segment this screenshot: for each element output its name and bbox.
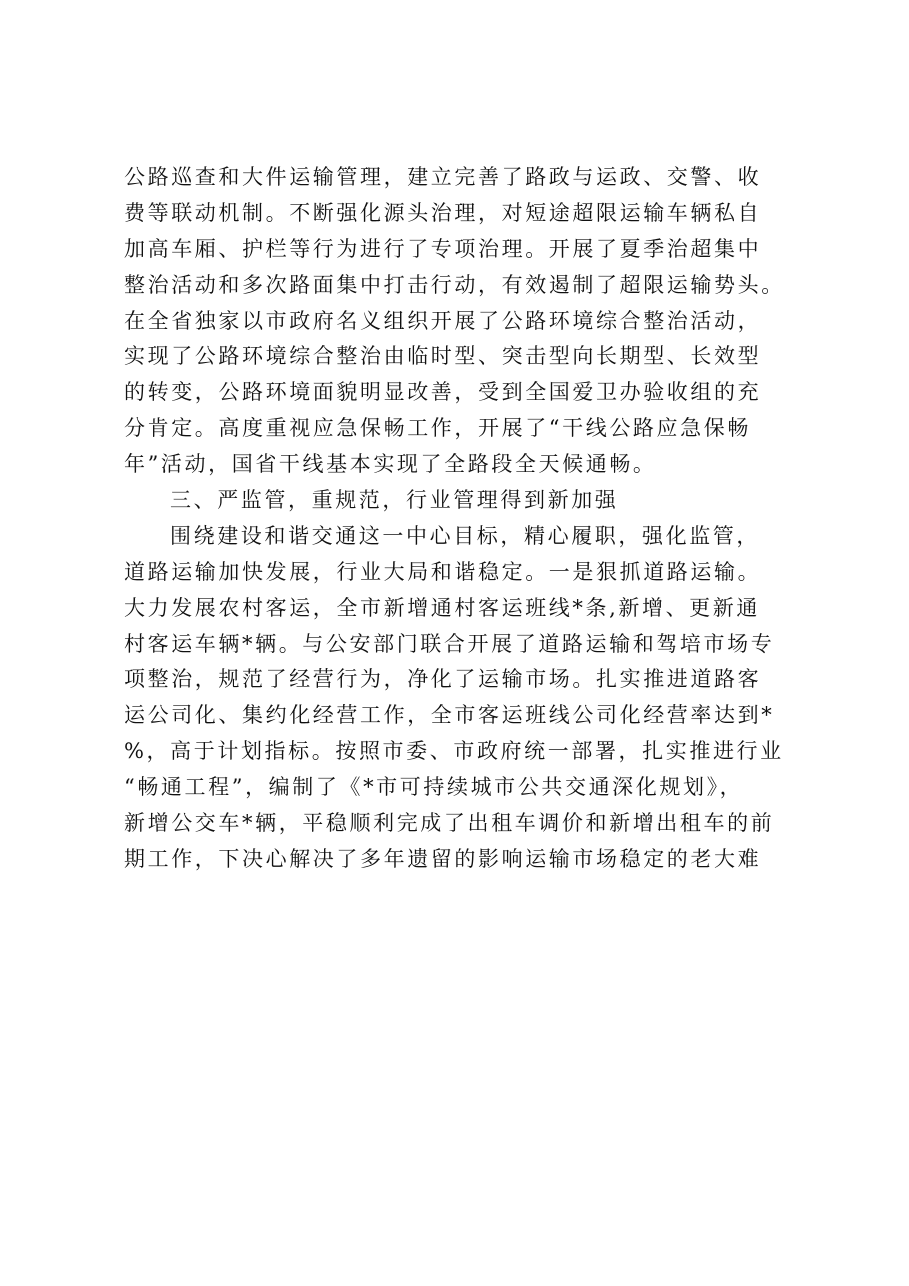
text-line: 实现了公路环境综合整治由临时型、突击型向长期型、长效型: [124, 344, 762, 369]
text-line: “畅通工程”，编制了《*市可持续城市公共交通深化规划》，: [124, 775, 744, 800]
text-line: 公路巡查和大件运输管理，建立完善了路政与运政、交警、收: [124, 165, 762, 189]
text-line: 村客运车辆*辆。与公安部门联合开展了道路运输和驾培市场专: [124, 631, 775, 656]
text-line: 年”活动，国省干线基本实现了全路段全天候通畅。: [124, 452, 657, 477]
text-line: 期工作，下决心解决了多年遗留的影响运输市场稳定的老大难: [124, 846, 762, 871]
text-line: 项整治，规范了经营行为，净化了运输市场。扎实推进道路客: [124, 667, 762, 692]
text-line: 的转变，公路环境面貌明显改善，受到全国爱卫办验收组的充: [124, 380, 762, 405]
paragraph-first-line: 围绕建设和谐交通这一中心目标，精心履职，强化监管，: [170, 523, 760, 548]
text-line: %，高于计划指标。按照市委、市政府统一部署，扎实推进行业: [124, 739, 784, 764]
text-line: 道路运输加快发展，行业大局和谐稳定。一是狠抓道路运输。: [124, 559, 762, 584]
text-line: 大力发展农村客运，全市新增通村客运班线*条,新增、更新通: [124, 595, 760, 620]
section-heading: 三、严监管，重规范，行业管理得到新加强: [170, 488, 619, 513]
text-line: 新增公交车*辆，平稳顺利完成了出租车调价和新增出租车的前: [124, 811, 775, 836]
text-line: 运公司化、集约化经营工作，全市客运班线公司化经营率达到*: [124, 703, 775, 728]
text-line: 分肯定。高度重视应急保畅工作，开展了“干线公路应急保畅: [124, 416, 751, 441]
text-line: 加高车厢、护栏等行为进行了专项治理。开展了夏季治超集中: [124, 236, 762, 261]
text-line: 费等联动机制。不断强化源头治理，对短途超限运输车辆私自: [124, 200, 762, 225]
text-line: 整治活动和多次路面集中打击行动，有效遏制了超限运输势头。: [124, 272, 785, 297]
text-line: 在全省独家以市政府名义组织开展了公路环境综合整治活动，: [124, 308, 762, 333]
body-text: [124, 160, 814, 878]
